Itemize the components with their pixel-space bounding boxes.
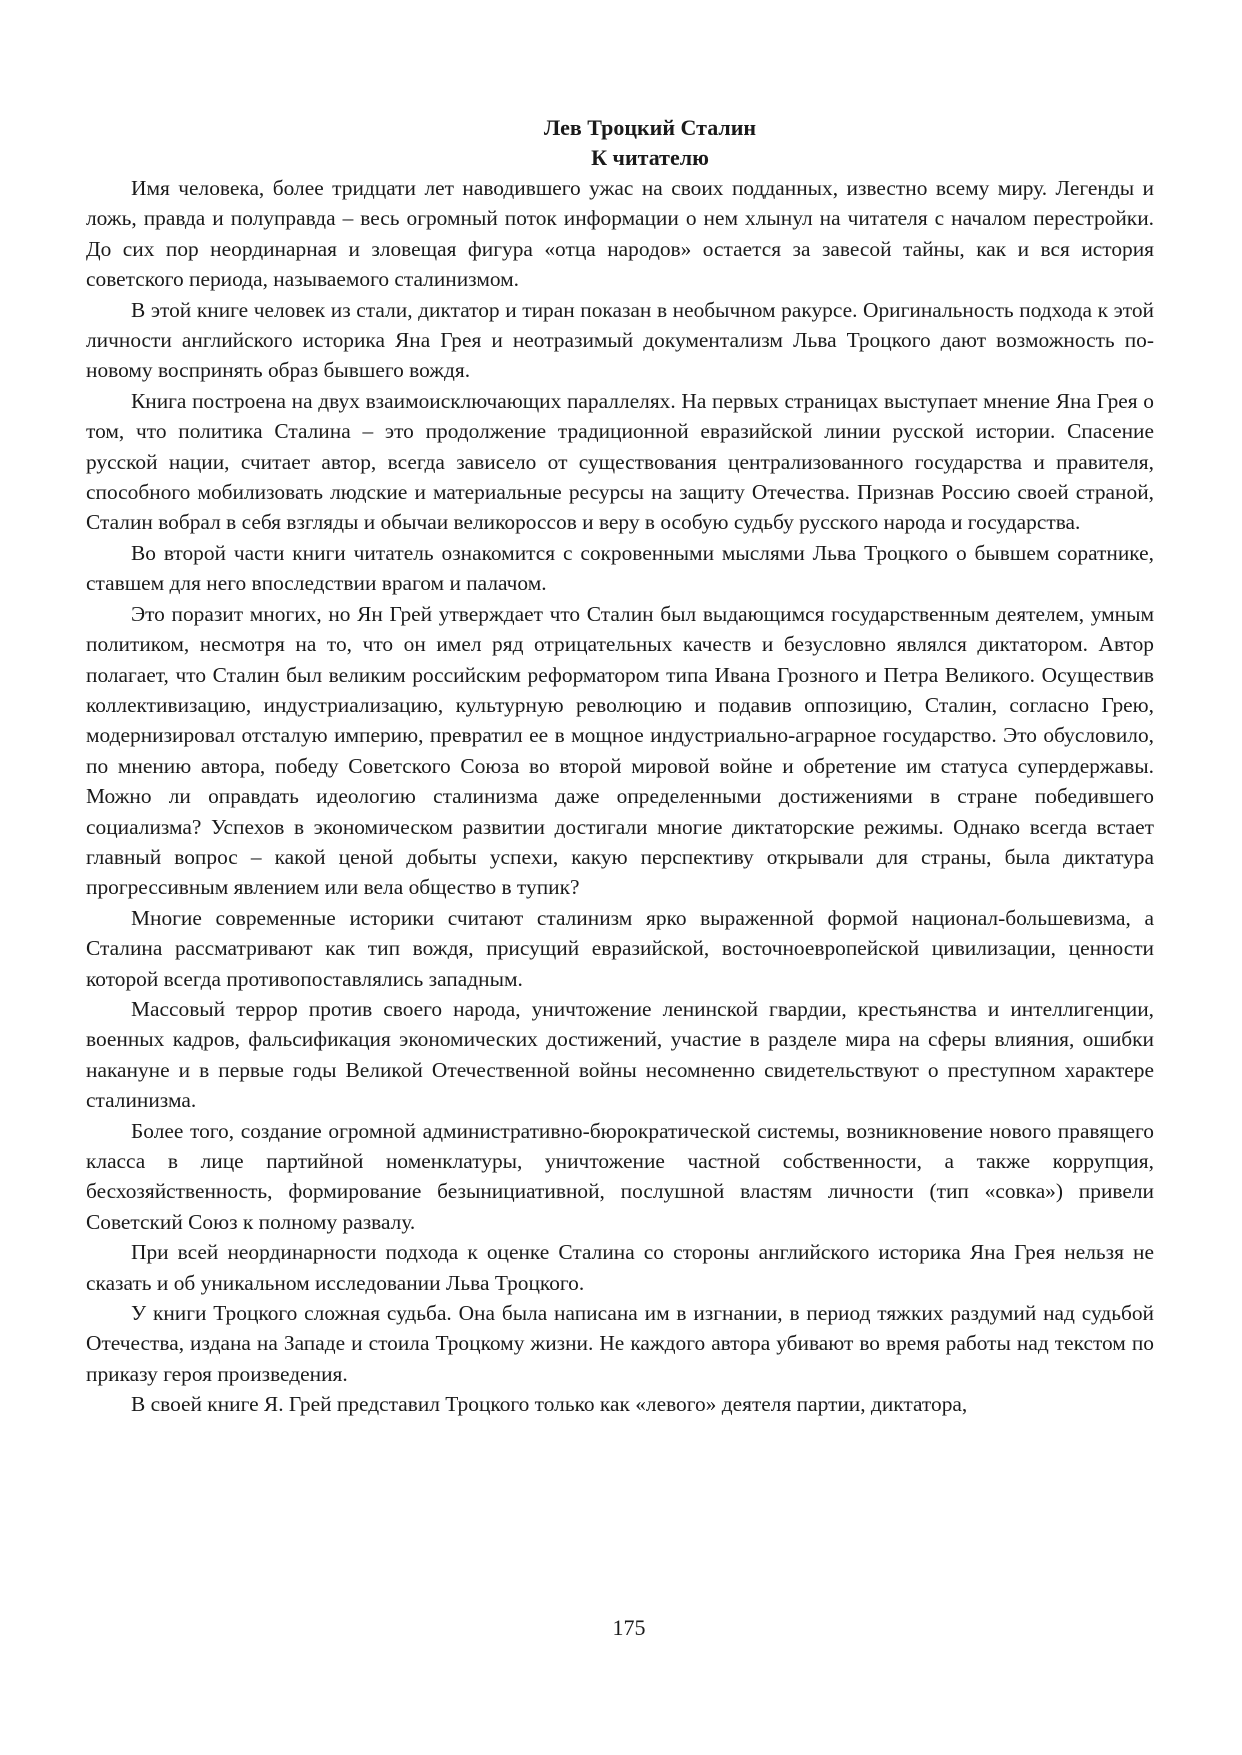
paragraph-7: Массовый террор против своего народа, уничтожение ленинской гвардии, крестьянства и интеллигенции, военных кадров, фальсификация экономических достижений, участие в разделе мира на сферы влияния, ошибки накануне и в первые годы Великой Отечественной войны несомненно свидетельствуют о преступном характере сталинизма. <box>86 996 1154 1113</box>
paragraph-4: Во второй части книги читатель ознакомится с сокровенными мыслями Льва Троцкого о бывшем соратнике, ставшем для него впоследствии врагом и палачом. <box>86 540 1154 596</box>
section-heading: К читателю <box>591 145 709 170</box>
paragraph-9: При всей неординарности подхода к оценке Сталина со стороны английского историка Яна Грея нельзя не сказать и об уникальном исследовании Льва Троцкого. <box>86 1240 1154 1295</box>
page-content <box>86 113 1154 1420</box>
book-title: Лев Троцкий Сталин <box>543 115 757 140</box>
paragraph-5: Это поразит многих, но Ян Грей утверждает что Сталин был выдающимся государственным деятелем, умным политиком, несмотря на то, что он имел ряд отрицательных качеств и безусловно являлся диктатором. Автор полагает, что Сталин был великим российским реформатором типа Ивана Грозного и Петра Великого. Осуществив коллективизацию, индустриализацию, культурную революцию и подавив оппозицию, Сталин, согласно Грею, модернизировал отсталую империю, превратил ее в мощное индустриально-аграрное государство. Это обусловило, по мнению автора, победу Советского Союза во второй мировой войне и обретение им статуса супердержавы. Можно ли оправдать идеологию сталинизма даже определенными достижениями в стране победившего социализма? Успехов в экономическом развитии достигали многие диктаторские режимы. Однако всегда встает главный вопрос – какой ценой добыты успехи, какую перспективу открывали для страны, была диктатура прогрессивным явлением или вела общество в тупик? <box>86 601 1154 900</box>
paragraph-6: Многие современные историки считают сталинизм ярко выраженной формой национал-большевизма, а Сталина рассматривают как тип вождя, присущий евразийской, восточноевропейской цивилизации, ценности которой всегда противопоставлялись западным. <box>86 905 1154 991</box>
page-number: 175 <box>612 1615 646 1640</box>
paragraph-2: В этой книге человек из стали, диктатор и тиран показан в необычном ракурсе. Оригинальность подхода к этой личности английского историка Яна Грея и неотразимый документализм Льва Троцкого дают возможность по-новому воспринять образ бывшего вождя. <box>86 297 1154 383</box>
paragraph-1: Имя человека, более тридцати лет наводившего ужас на своих подданных, известно всему миру. Легенды и ложь, правда и полуправда – весь огромный поток информации о нем хлынул на читателя с началом перестройки. До сих пор неординарная и зловещая фигура «отца народов» остается за завесой тайны, как и вся история советского периода, называемого сталинизмом. <box>86 176 1154 292</box>
paragraph-3: Книга построена на двух взаимоисключающих параллелях. На первых страницах выступает мнение Яна Грея о том, что политика Сталина – это продолжение традиционной евразийской линии русской истории. Спасение русской нации, считает автор, всегда зависело от существования централизованного государства и правителя, способного мобилизовать людские и материальные ресурсы на защиту Отечества. Признав Россию своей страной, Сталин вобрал в себя взгляды и обычаи великороссов и веру в особую судьбу русского народа и государства. <box>86 388 1154 535</box>
paragraph-11: В своей книге Я. Грей представил Троцкого только как «левого» деятеля партии, диктатора, <box>131 1392 968 1417</box>
paragraph-8: Более того, создание огромной административно-бюрократической системы, возникновение нового правящего класса в лице партийной номенклатуры, уничтожение частной собственности, а также коррупция, бесхозяйственность, формирование безынициативной, послушной властям личности (тип «совка») привели Советский Союз к полному развалу. <box>86 1118 1154 1234</box>
paragraph-10: У книги Троцкого сложная судьба. Она была написана им в изгнании, в период тяжких раздумий над судьбой Отечества, издана на Западе и стоила Троцкому жизни. Не каждого автора убивают во время работы над текстом по приказу героя произведения. <box>86 1301 1154 1386</box>
